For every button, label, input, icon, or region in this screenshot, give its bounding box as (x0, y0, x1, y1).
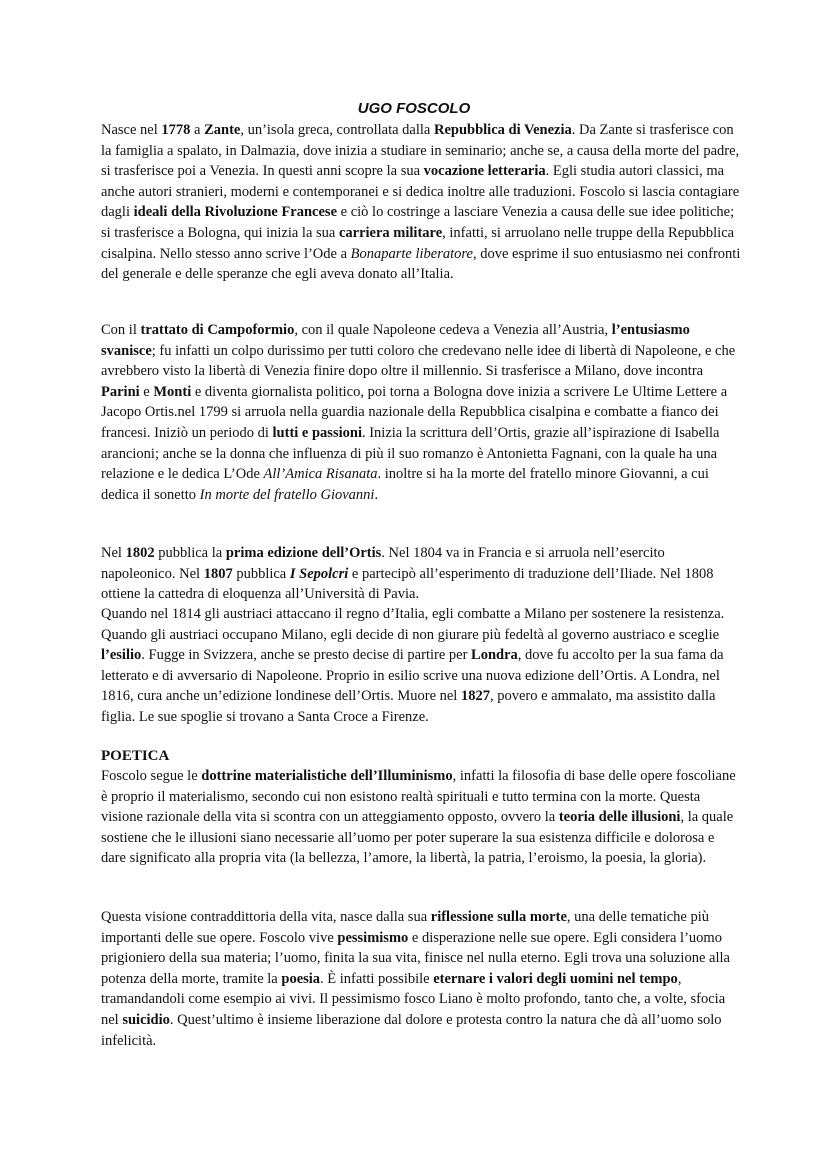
text-run: ; fu infatti un colpo durissimo per tutti coloro che credevano nelle idee di libertà di Napoleone, e che avrebbero visto la libertà di Venezia finire dopo oltre il millennio. Si trasferisce a Milano, dove incontra (101, 342, 736, 380)
text-run: . inoltre si ha la morte del fratello minore Giovanni, a cui dedica il sonetto (101, 466, 709, 503)
bold-text: poesia (281, 970, 321, 987)
bold-text: Parini (101, 383, 140, 400)
text-run: e ciò lo costringe a lasciare Venezia a causa delle sue idee politiche; si trasferisce a Bologna, qui inizia la sua (101, 204, 735, 241)
text-run: e disperazione nelle sue opere. Egli considera l’uomo prigioniero della sua materia; l’uomo, finita la sua vita, finisce nel nulla eterno. Egli trova una soluzione alla potenza della morte, tramite la (101, 929, 730, 987)
paragraph-poetica-death (101, 907, 741, 1051)
text-run: e partecipò all’esperimento di traduzione dell’Iliade. Nel 1808 ottiene la cattedra di eloquenza all’Università di Pavia. (101, 565, 714, 603)
text-run: . Egli studia autori classici, ma anche autori stranieri, moderni e contemporanei e si dedica inoltre alle traduzioni. Foscolo si lascia contagiare dagli (101, 163, 740, 221)
text-run: e (139, 383, 154, 400)
text-run: Questa visione contraddittoria della vita, nasce dalla sua (101, 909, 431, 925)
paragraph-poetica-materialism (101, 766, 741, 869)
bold-text: vocazione letteraria (423, 163, 546, 180)
text-run: , dove fu accolto per la sua fama da letterato e di avversario di Napoleone. Proprio in esilio scrive una nuova edizione dell’Ortis. A Londra, nel 1816, cura anche un’edizione londinese dell’Ortis. Muore nel (101, 647, 724, 705)
text-run: , con il quale Napoleone cedeva a Venezia all’Austria, (294, 322, 612, 338)
text-run: , una delle tematiche più importanti delle sue opere. Foscolo vive (101, 909, 710, 946)
text-run: Con il (101, 322, 141, 338)
bold-text: ideali della Rivoluzione Francese (133, 204, 338, 221)
text-run: . Da Zante si trasferisce con la famiglia a spalato, in Dalmazia, dove inizia a studiare in seminario; anche se, a causa della morte del padre, si trasferisce poi a Venezia. In questi anni scopre la sua (101, 122, 740, 180)
text-run: , infatti la filosofia di base delle opere foscoliane è proprio il materialismo, secondo cui non esistono realtà spirituali e tutto termina con la morte. Questa visione razionale della vita si scontra con un atteggiamento opposto, ovvero la (101, 768, 736, 826)
text-run: , un’isola greca, controllata dalla (240, 122, 434, 138)
bold-text: 1778 (161, 122, 191, 138)
text-run: Nasce nel (101, 122, 162, 138)
bold-text: prima edizione dell’Ortis (225, 545, 382, 561)
bold-text: carriera militare (338, 224, 443, 241)
italic-text: In morte del fratello Giovanni (199, 486, 375, 503)
bold-text: pessimismo (337, 929, 409, 946)
bold-text: trattato di Campoformio (140, 322, 295, 338)
bold-text: Repubblica di Venezia (433, 122, 572, 138)
italic-text: Bonaparte liberatore (350, 245, 473, 262)
text-run: , povero e ammalato, ma assistito dalla figlia. Le sue spoglie si trovano a Santa Croce a Firenze. (101, 688, 716, 725)
bold-text: l’entusiasmo svanisce (101, 322, 690, 359)
bold-text: l’esilio (101, 647, 142, 664)
bold-text: Monti (153, 383, 192, 400)
paragraph-campoformio (101, 320, 741, 505)
bold-text: Zante (204, 122, 241, 138)
bold-text: riflessione sulla morte (430, 909, 567, 925)
text-run: . (374, 486, 379, 503)
bold-text: Londra (471, 647, 518, 664)
text-run: , infatti, si arruolano nelle truppe della Repubblica cisalpina. Nello stesso anno scrive l’Ode a (101, 224, 735, 262)
bold-italic-text: I Sepolcri (289, 565, 349, 582)
bold-text: 1827 (460, 688, 490, 705)
paragraph-exile (101, 604, 741, 728)
text-run: Foscolo segue le (101, 768, 202, 784)
bold-text: eternare i valori degli uomini nel tempo (433, 970, 678, 987)
bold-text: dottrine materialistiche dell’Illuminismo (201, 768, 453, 784)
text-run: . Inizia la scrittura dell’Ortis, grazie all’ispirazione di Isabella arancioni; anche se la donna che influenza di più il suo romanzo è Antonietta Fagnani, con la quale ha una relazione e le dedica L’Ode (101, 424, 720, 483)
paragraph-biography-early (101, 120, 741, 285)
text-run: , dove esprime il suo entusiasmo nei confronti del generale e delle speranze che egli aveva donato all’Italia. (101, 245, 741, 283)
text-run: pubblica (232, 565, 290, 582)
bold-text: 1802 (125, 545, 155, 561)
text-run: Nel (101, 545, 126, 561)
bold-text: 1807 (203, 565, 233, 582)
text-run: a (190, 122, 205, 138)
text-run: , la quale sostiene che le illusioni siano necessarie all’uomo per poter superare la sua esistenza difficile e dolorosa e dare significato alla propria vita (la bellezza, l’amore, la libertà, la patria, l’eroismo, la poesia, la gloria). (101, 809, 734, 867)
bold-text: teoria delle illusioni (558, 809, 681, 826)
text-run: e diventa giornalista politico, poi torna a Bologna dove inizia a scrivere Le Ultime Lettere a Jacopo Ortis.nel 1799 si arruola nella guardia nazionale della Repubblica cisalpina e combatte a fianco dei francesi. Iniziò un periodo di (101, 383, 728, 441)
document-title: UGO FOSCOLO (357, 100, 471, 117)
text-run: pubblica la (154, 545, 226, 561)
italic-text: All’Amica Risanata (263, 466, 378, 483)
text-run: , tramandandoli come esempio ai vivi. Il pessimismo fosco Liano è molto profondo, tanto che, a volte, sfocia nel (101, 970, 726, 1028)
section-heading-poetica: POETICA (101, 748, 170, 764)
bold-text: suicidio (122, 1011, 170, 1028)
text-run: . Nel 1804 va in Francia e si arruola nell’esercito napoleonico. Nel (101, 545, 665, 582)
bold-text: lutti e passioni (272, 424, 362, 441)
text-run: . È infatti possibile (320, 970, 434, 987)
text-run: . Fugge in Svizzera, anche se presto decise di partire per (141, 647, 472, 664)
text-run: . Quest’ultimo è insieme liberazione dal dolore e protesta contro la natura che dà all’uomo solo infelicità. (101, 1011, 722, 1049)
text-run: Quando nel 1814 gli austriaci attaccano il regno d’Italia, egli combatte a Milano per sostenere la resistenza. Quando gli austriaci occupano Milano, egli decide di non giurare più fedeltà al governo austriaco e sceglie (101, 606, 725, 643)
paragraph-ortis-sepolcri (101, 543, 741, 605)
